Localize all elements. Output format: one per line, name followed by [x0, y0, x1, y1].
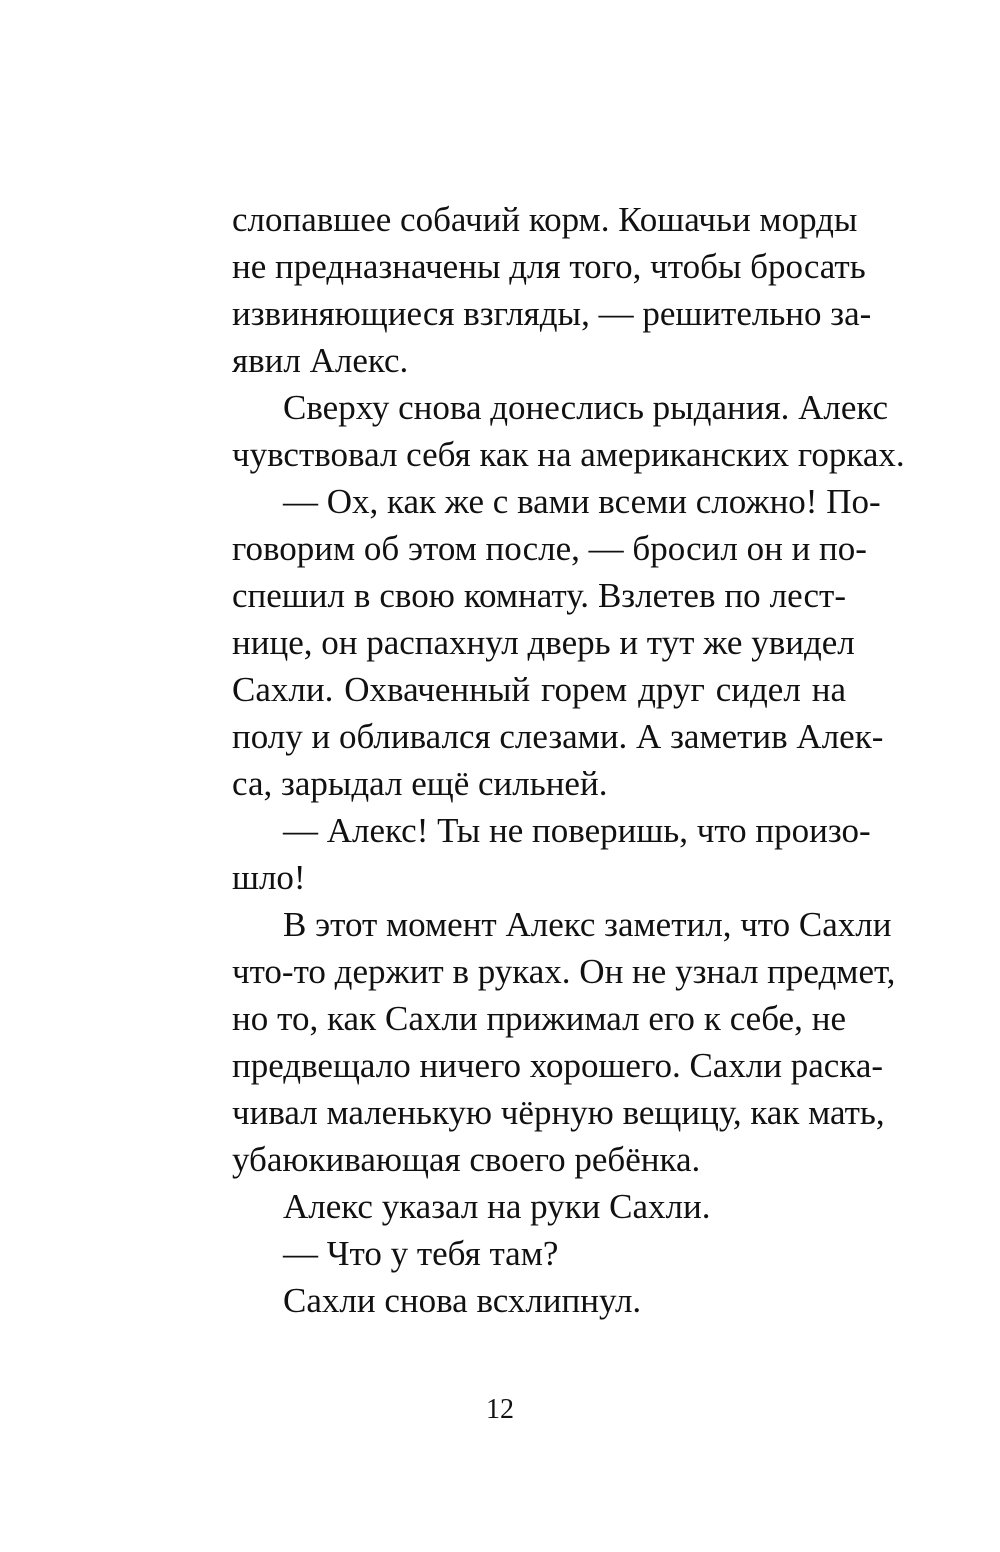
text-line: полу и обливался слезами. А заметив Алек-	[232, 717, 884, 756]
text-line: но то, как Сахли прижимал его к себе, не	[232, 999, 846, 1038]
text-line: Алекс указал на руки Сахли.	[283, 1187, 711, 1226]
text-line: извиняющиеся взгляды, — решительно за-	[232, 294, 872, 333]
text-line: — Ох, как же с вами всеми сложно! По-	[283, 482, 881, 521]
text-line: шло!	[232, 858, 306, 897]
page-number: 12	[486, 1394, 514, 1425]
text-line: чувствовал себя как на американских горках.	[232, 435, 905, 474]
text-line: слопавшее собачий корм. Кошачьи морды	[232, 200, 858, 239]
text-line: са, зарыдал ещё сильней.	[232, 764, 608, 803]
text-line: В этот момент Алекс заметил, что Сахли	[283, 905, 892, 944]
text-line: говорим об этом после, — бросил он и по-	[232, 529, 867, 568]
text-line: Сахли. Охваченный горем друг сидел на	[232, 670, 846, 709]
text-line: явил Алекс.	[232, 341, 409, 380]
text-line: убаюкивающая своего ребёнка.	[232, 1140, 701, 1179]
text-line: нице, он распахнул дверь и тут же увидел	[232, 623, 855, 662]
text-line: чивал маленькую чёрную вещицу, как мать,	[232, 1093, 885, 1132]
text-line: Сахли снова всхлипнул.	[283, 1281, 642, 1320]
text-line: что-то держит в руках. Он не узнал предмет,	[232, 952, 896, 991]
text-line: предвещало ничего хорошего. Сахли раска-	[232, 1046, 884, 1085]
text-line: — Что у тебя там?	[283, 1234, 559, 1273]
text-line: спешил в свою комнату. Взлетев по лест-	[232, 576, 846, 615]
text-line: не предназначены для того, чтобы бросать	[232, 247, 866, 286]
text-line: Сверху снова донеслись рыдания. Алекс	[283, 388, 889, 427]
text-line: — Алекс! Ты не поверишь, что произо-	[283, 811, 871, 850]
